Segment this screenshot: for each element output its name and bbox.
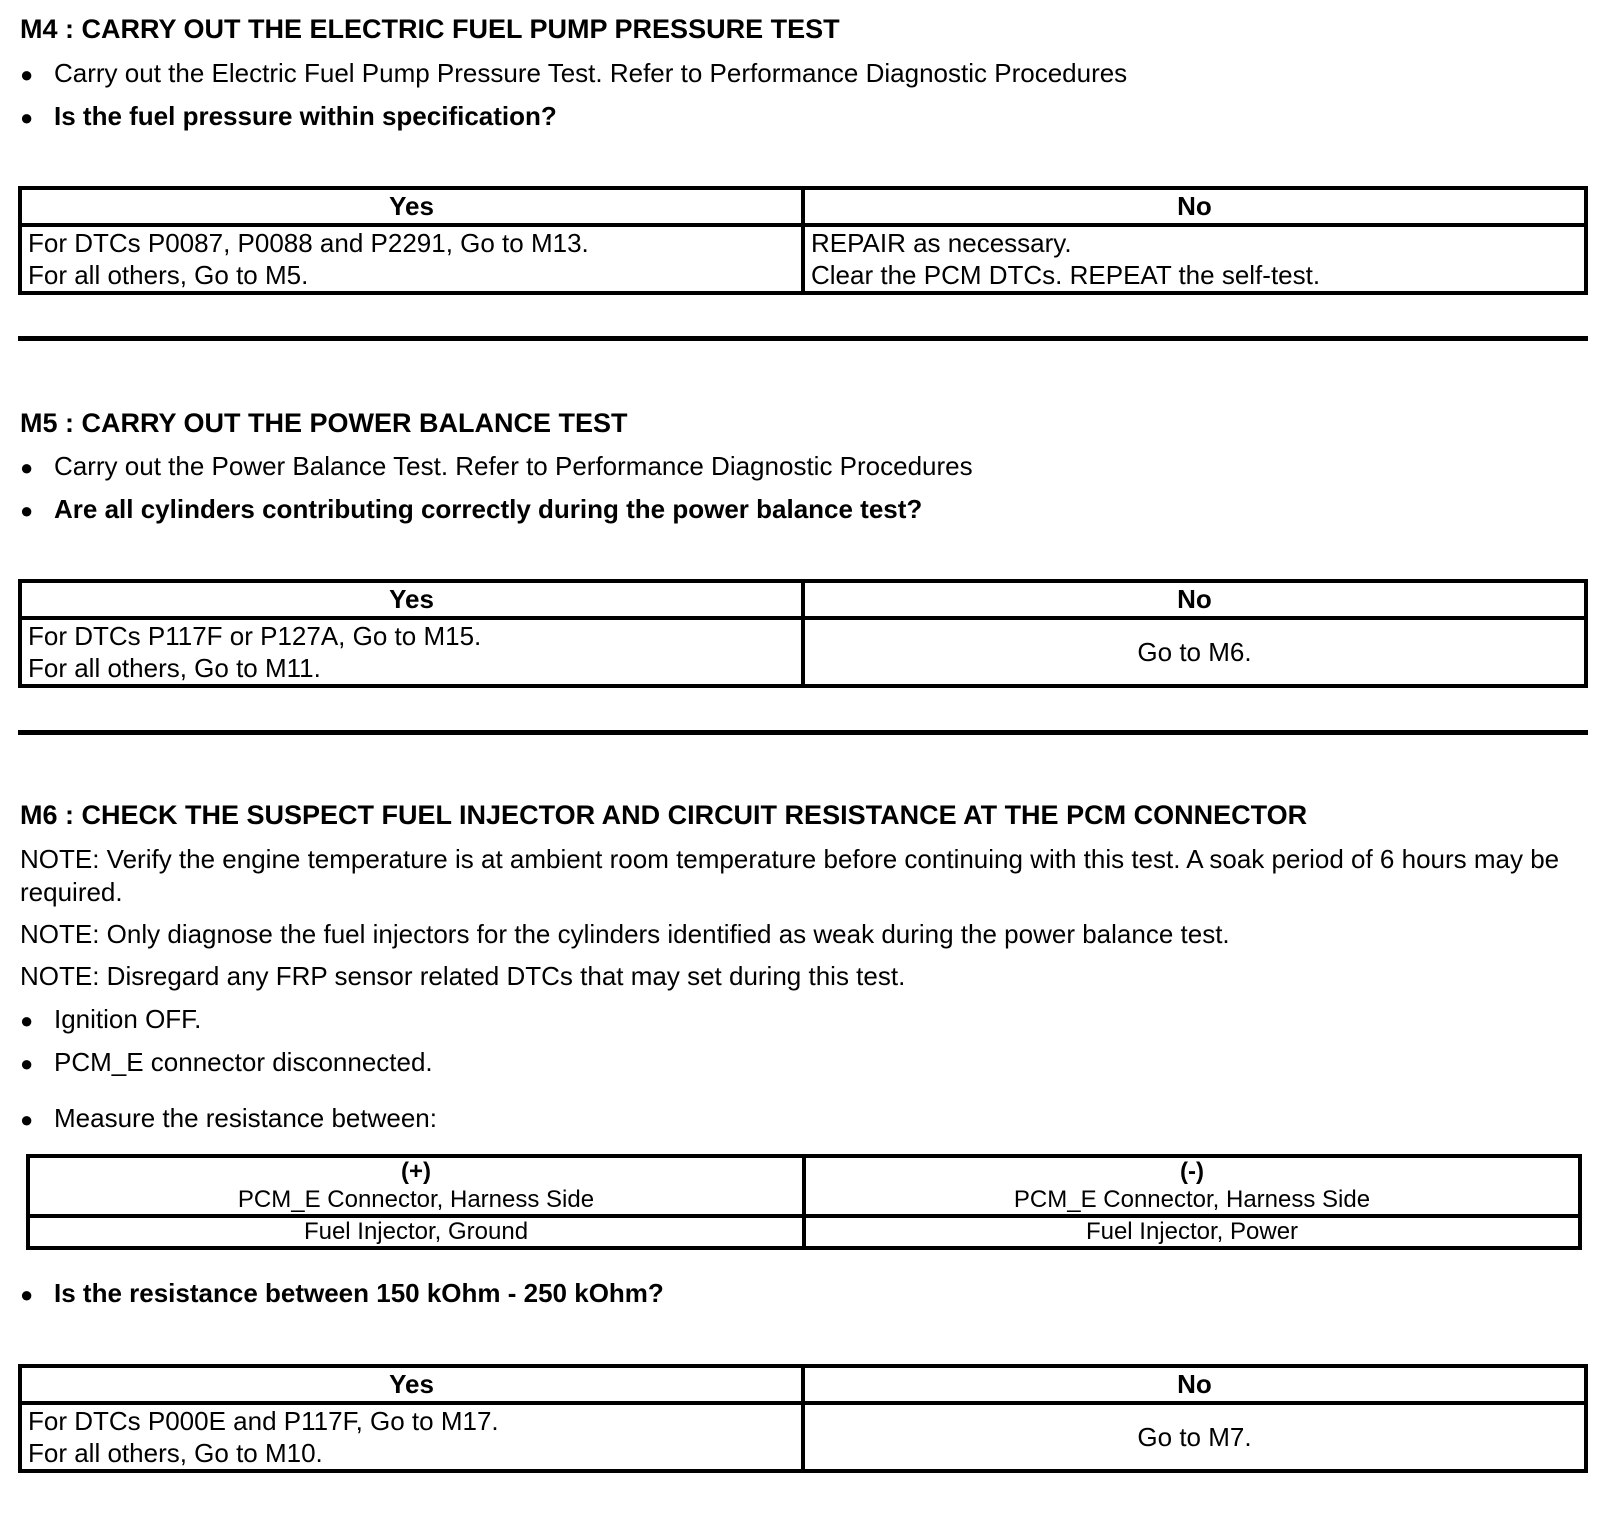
bullet-icon: ● xyxy=(20,455,34,480)
no-line: REPAIR as necessary. xyxy=(811,228,1072,258)
bullet-icon: ● xyxy=(20,498,34,523)
measurement-table xyxy=(26,1154,1582,1250)
minus-connector: PCM_E Connector, Harness Side xyxy=(1013,1186,1371,1213)
yes-header: Yes xyxy=(20,188,803,225)
no-cell: Go to M6. xyxy=(803,618,1586,686)
no-cell: Go to M7. xyxy=(803,1403,1586,1471)
no-line: Clear the PCM DTCs. REPEAT the self-test. xyxy=(811,260,1321,290)
yes-no-table-m5 xyxy=(18,579,1588,688)
minus-label: (-) xyxy=(1180,1158,1204,1185)
bullet-icon: ● xyxy=(20,1008,34,1033)
step-bullet xyxy=(20,1103,437,1134)
step-text: Ignition OFF. xyxy=(54,1004,202,1034)
step-text: Carry out the Power Balance Test. Refer to Performance Diagnostic Procedures xyxy=(54,451,973,481)
yes-line: For all others, Go to M11. xyxy=(28,653,321,683)
yes-header: Yes xyxy=(20,1366,803,1403)
bullet-icon: ● xyxy=(20,1282,34,1307)
question-bullet xyxy=(20,101,557,132)
bullet-icon: ● xyxy=(20,105,34,130)
step-text: PCM_E connector disconnected. xyxy=(54,1047,433,1077)
section-heading-m6: M6 : CHECK THE SUSPECT FUEL INJECTOR AND CIRCUIT RESISTANCE AT THE PCM CONNECTOR xyxy=(20,800,1308,830)
yes-line: For all others, Go to M10. xyxy=(28,1438,323,1468)
step-bullet xyxy=(20,451,973,482)
note-weak-cylinders: NOTE: Only diagnose the fuel injectors for the cylinders identified as weak during the power balance test. xyxy=(20,919,1230,949)
plus-pin-cell: Fuel Injector, Ground xyxy=(28,1216,804,1248)
yes-no-table-m6 xyxy=(18,1364,1588,1473)
yes-no-table-m4 xyxy=(18,186,1588,295)
no-header: No xyxy=(803,188,1586,225)
section-divider xyxy=(18,730,1588,735)
minus-pin-cell: Fuel Injector, Power xyxy=(804,1216,1580,1248)
plus-connector: PCM_E Connector, Harness Side xyxy=(237,1186,595,1213)
yes-cell xyxy=(20,1403,803,1471)
note-frp-dtcs: NOTE: Disregard any FRP sensor related DTCs that may set during this test. xyxy=(20,961,906,991)
section-heading-m5: M5 : CARRY OUT THE POWER BALANCE TEST xyxy=(20,408,628,438)
yes-header: Yes xyxy=(20,581,803,618)
question-text: Is the resistance between 150 kOhm - 250 kOhm? xyxy=(54,1278,664,1308)
step-bullet xyxy=(20,1004,201,1035)
step-text: Carry out the Electric Fuel Pump Pressure Test. Refer to Performance Diagnostic Procedures xyxy=(54,58,1128,88)
section-divider xyxy=(18,336,1588,341)
question-text: Are all cylinders contributing correctly during the power balance test? xyxy=(54,494,923,524)
note-soak-period: NOTE: Verify the engine temperature is at ambient room temperature before continuing with this test. A soak period of 6 hours may be required. xyxy=(20,844,1560,907)
plus-label: (+) xyxy=(401,1158,431,1185)
yes-cell xyxy=(20,225,803,293)
yes-line: For DTCs P117F or P127A, Go to M15. xyxy=(28,621,482,651)
minus-terminal-cell xyxy=(804,1156,1580,1216)
no-header: No xyxy=(803,581,1586,618)
bullet-icon: ● xyxy=(20,62,34,87)
question-bullet xyxy=(20,1278,664,1309)
yes-line: For DTCs P000E and P117F, Go to M17. xyxy=(28,1406,499,1436)
step-bullet xyxy=(20,58,1127,89)
step-bullet xyxy=(20,1047,433,1078)
yes-line: For DTCs P0087, P0088 and P2291, Go to M13. xyxy=(28,228,589,258)
no-cell xyxy=(803,225,1586,293)
plus-terminal-cell xyxy=(28,1156,804,1216)
section-heading-m4: M4 : CARRY OUT THE ELECTRIC FUEL PUMP PRESSURE TEST xyxy=(20,14,840,44)
bullet-icon: ● xyxy=(20,1051,34,1076)
no-header: No xyxy=(803,1366,1586,1403)
bullet-icon: ● xyxy=(20,1107,34,1132)
question-text: Is the fuel pressure within specification? xyxy=(54,101,557,131)
yes-line: For all others, Go to M5. xyxy=(28,260,309,290)
yes-cell xyxy=(20,618,803,686)
question-bullet xyxy=(20,494,922,525)
step-text: Measure the resistance between: xyxy=(54,1103,437,1133)
